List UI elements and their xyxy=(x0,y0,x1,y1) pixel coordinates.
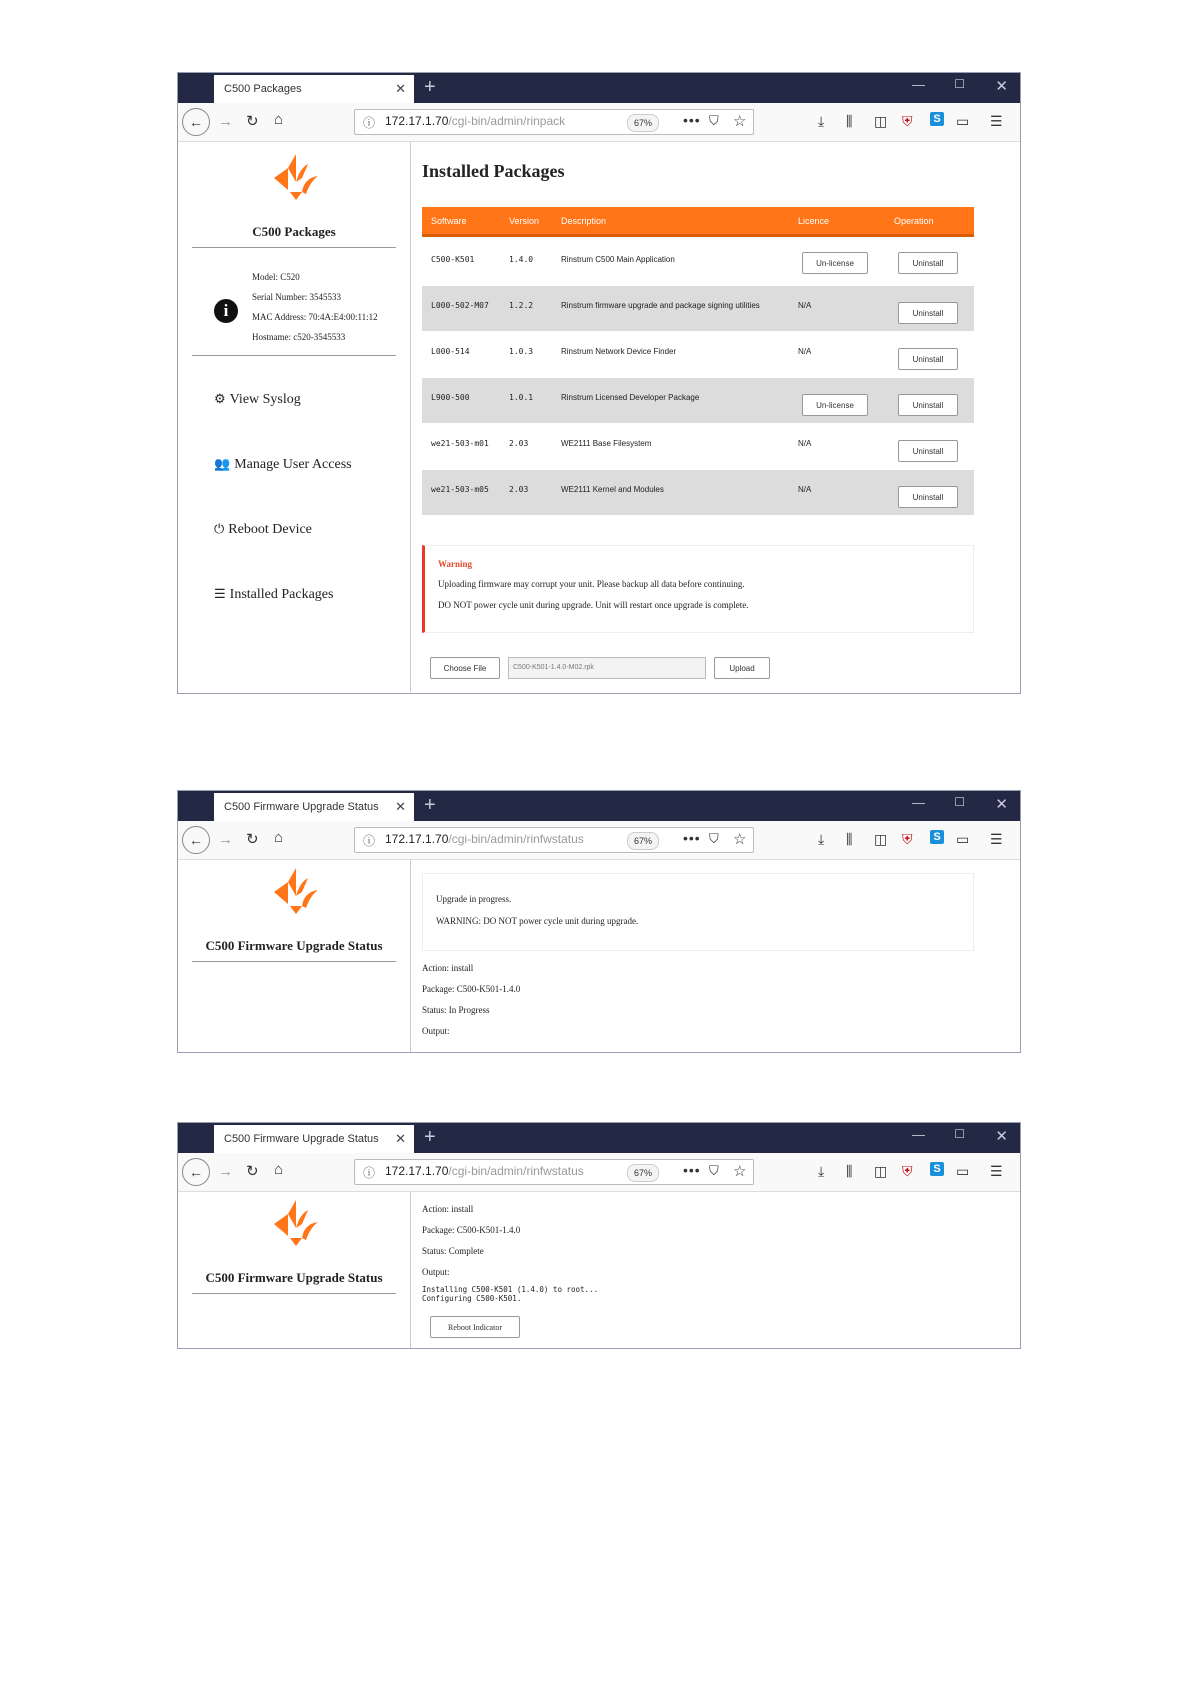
cell-version: 1.0.3 xyxy=(509,347,534,356)
cell-description: Rinstrum C500 Main Application xyxy=(561,255,675,264)
library-icon[interactable]: ⫼ xyxy=(846,1163,853,1179)
page-actions-icon[interactable]: ••• xyxy=(683,1162,701,1178)
nav-bar xyxy=(178,103,1020,142)
status-package: Package: C500-K501-1.4.0 xyxy=(422,1225,521,1235)
minimize-icon[interactable]: — xyxy=(912,1127,925,1142)
rinstrum-logo-icon xyxy=(266,148,326,208)
close-window-icon[interactable]: ✕ xyxy=(995,78,1008,95)
file-name-field[interactable]: C500-K501-1.4.0-M02.rpk xyxy=(508,657,706,679)
tab-title: C500 Firmware Upgrade Status xyxy=(224,801,379,813)
users-icon: 👥 xyxy=(214,456,231,471)
status-state: Status: Complete xyxy=(422,1246,484,1256)
home-icon[interactable]: ⌂ xyxy=(274,111,284,128)
url-path: /cgi-bin/admin/rinpack xyxy=(448,114,566,128)
header-version: Version xyxy=(509,216,540,226)
url-path: /cgi-bin/admin/rinfwstatus xyxy=(448,832,584,846)
menu-label: View Syslog xyxy=(229,392,301,407)
maximize-icon[interactable]: ☐ xyxy=(954,1127,965,1141)
cell-licence: N/A xyxy=(798,301,812,310)
column-divider xyxy=(410,860,411,1053)
header-licence: Licence xyxy=(798,216,830,226)
menu-label: Installed Packages xyxy=(229,587,334,602)
zoom-badge[interactable]: 67% xyxy=(627,832,659,850)
output-line-1: Installing C500-K501 (1.4.0) to root... xyxy=(422,1285,599,1294)
header-operation: Operation xyxy=(894,216,934,226)
reload-icon[interactable]: ↻ xyxy=(246,831,259,848)
nav-bar xyxy=(178,1153,1020,1192)
column-divider xyxy=(410,142,411,692)
output-line-2: Configuring C500-K501. xyxy=(422,1294,522,1303)
side-title: C500 Firmware Upgrade Status xyxy=(205,938,383,953)
tab-title: C500 Firmware Upgrade Status xyxy=(224,1133,379,1145)
page-title: Installed Packages xyxy=(422,161,565,181)
sidebar-icon[interactable]: ◫ xyxy=(874,113,888,129)
browser-tab[interactable] xyxy=(214,75,414,103)
maximize-icon[interactable]: ☐ xyxy=(954,795,965,809)
url-text[interactable] xyxy=(385,832,615,846)
cell-description: WE2111 Base Filesystem xyxy=(561,439,652,448)
forward-icon[interactable]: → xyxy=(218,1163,233,1180)
bookmark-star-icon[interactable]: ☆ xyxy=(733,831,747,848)
download-icon[interactable]: ⤓ xyxy=(818,113,825,129)
browser-window-upgrade-complete xyxy=(177,1122,1021,1349)
uninstall-button[interactable]: Uninstall xyxy=(898,252,958,274)
power-icon: ⏻ xyxy=(214,521,225,536)
notice-line-2: WARNING: DO NOT power cycle unit during upgrade. xyxy=(436,916,639,926)
tab-title: C500 Packages xyxy=(224,83,302,95)
title-bar xyxy=(178,791,1020,821)
status-action: Action: install xyxy=(422,963,474,973)
warning-line-2: DO NOT power cycle unit during upgrade. Unit will restart once upgrade is complete. xyxy=(438,600,749,610)
forward-icon[interactable]: → xyxy=(218,113,233,130)
uninstall-button[interactable]: Uninstall xyxy=(898,440,958,462)
url-text[interactable] xyxy=(385,114,615,128)
sidebar-icon[interactable]: ◫ xyxy=(874,1163,888,1179)
cell-software: C500-K501 xyxy=(431,255,475,264)
cell-licence: N/A xyxy=(798,347,812,356)
table-row xyxy=(422,424,974,469)
site-info-icon[interactable]: ⓘ xyxy=(363,834,376,848)
cell-software: we21-503-m01 xyxy=(431,439,489,448)
cell-version: 1.0.1 xyxy=(509,393,534,402)
notice-line-1: Upgrade in progress. xyxy=(436,894,512,904)
status-package: Package: C500-K501-1.4.0 xyxy=(422,984,521,994)
rinstrum-logo-icon xyxy=(266,862,326,922)
uninstall-button[interactable]: Uninstall xyxy=(898,302,958,324)
url-bar[interactable] xyxy=(354,1159,754,1185)
zoom-badge[interactable]: 67% xyxy=(627,1164,659,1182)
back-icon[interactable]: ← xyxy=(182,108,210,136)
browser-window-packages xyxy=(177,72,1021,694)
cell-description: Rinstrum Licensed Developer Package xyxy=(561,393,700,402)
pocket-icon[interactable]: ⛉ xyxy=(709,1163,719,1178)
tab-close-icon[interactable]: ✕ xyxy=(395,1131,406,1146)
new-tab-icon[interactable]: + xyxy=(424,794,436,816)
browser-tab[interactable] xyxy=(214,1125,414,1153)
menu-label: Manage User Access xyxy=(234,457,352,472)
menu-installed-packages[interactable] xyxy=(214,586,333,603)
page-actions-icon[interactable]: ••• xyxy=(683,830,701,846)
zoom-badge[interactable]: 67% xyxy=(627,114,659,132)
warning-line-1: Uploading firmware may corrupt your unit. Please backup all data before continuing. xyxy=(438,579,745,589)
unlicense-button[interactable]: Un-license xyxy=(802,394,868,416)
menu-reboot-device[interactable] xyxy=(214,521,312,538)
bookmark-star-icon[interactable]: ☆ xyxy=(733,113,747,130)
library-icon[interactable]: ⫼ xyxy=(846,113,853,129)
divider xyxy=(192,247,396,248)
download-icon[interactable]: ⤓ xyxy=(818,831,825,847)
cell-description: WE2111 Kernel and Modules xyxy=(561,485,664,494)
ublock-shield-icon[interactable]: ⛨ xyxy=(902,113,913,129)
cell-version: 2.03 xyxy=(509,439,529,448)
hamburger-menu-icon[interactable]: ☰ xyxy=(990,1163,1003,1179)
url-host: 172.17.1.70 xyxy=(385,832,449,846)
table-row xyxy=(422,378,974,423)
cell-version: 1.4.0 xyxy=(509,255,534,264)
status-output: Output: xyxy=(422,1267,450,1277)
info-icon: i xyxy=(214,299,238,323)
uninstall-button[interactable]: Uninstall xyxy=(898,486,958,508)
pocket-icon[interactable]: ⛉ xyxy=(709,831,719,846)
status-state: Status: In Progress xyxy=(422,1005,490,1015)
reload-icon[interactable]: ↻ xyxy=(246,113,259,130)
close-window-icon[interactable]: ✕ xyxy=(995,796,1008,813)
choose-file-button[interactable]: Choose File xyxy=(430,657,500,679)
table-row xyxy=(422,470,974,515)
back-icon[interactable]: ← xyxy=(182,1158,210,1186)
site-info-icon[interactable]: ⓘ xyxy=(363,1166,376,1180)
download-icon[interactable]: ⤓ xyxy=(818,1163,825,1179)
reload-icon[interactable]: ↻ xyxy=(246,1163,259,1180)
sidebar xyxy=(178,142,410,692)
extension-s-icon[interactable]: S xyxy=(930,1162,944,1176)
table-row xyxy=(422,332,974,377)
url-host: 172.17.1.70 xyxy=(385,114,449,128)
maximize-icon[interactable]: ☐ xyxy=(954,77,965,91)
divider xyxy=(192,1293,396,1294)
url-text[interactable] xyxy=(385,1164,615,1178)
cell-software: L000-502-M07 xyxy=(431,301,489,310)
ublock-shield-icon[interactable]: ⛨ xyxy=(902,831,913,847)
uninstall-button[interactable]: Uninstall xyxy=(898,348,958,370)
browser-window-upgrade-in-progress xyxy=(177,790,1021,1053)
close-window-icon[interactable]: ✕ xyxy=(995,1128,1008,1145)
device-serial: Serial Number: 3545533 xyxy=(252,292,341,302)
url-bar[interactable] xyxy=(354,109,754,135)
upload-button[interactable]: Upload xyxy=(714,657,770,679)
home-icon[interactable]: ⌂ xyxy=(274,829,284,846)
nav-bar xyxy=(178,821,1020,860)
home-icon[interactable]: ⌂ xyxy=(274,1161,284,1178)
hamburger-menu-icon[interactable]: ☰ xyxy=(990,113,1003,129)
unlicense-button[interactable]: Un-license xyxy=(802,252,868,274)
table-header xyxy=(422,207,974,237)
tab-close-icon[interactable]: ✕ xyxy=(395,81,406,96)
page-actions-icon[interactable]: ••• xyxy=(683,112,701,128)
ublock-shield-icon[interactable]: ⛨ xyxy=(902,1163,913,1179)
url-bar[interactable] xyxy=(354,827,754,853)
table-row xyxy=(422,240,974,285)
divider xyxy=(192,355,396,356)
reboot-indicator-button[interactable]: Reboot Indicator xyxy=(430,1316,520,1338)
notice-box xyxy=(422,873,974,951)
cell-licence: N/A xyxy=(798,439,812,448)
screen-icon[interactable]: ▭ xyxy=(956,113,970,129)
new-tab-icon[interactable]: + xyxy=(424,76,436,98)
header-description: Description xyxy=(561,216,607,226)
cell-version: 1.2.2 xyxy=(509,301,534,310)
gears-icon: ⚙ xyxy=(214,391,226,406)
menu-view-syslog[interactable] xyxy=(214,391,301,408)
warning-title: Warning xyxy=(438,559,473,569)
hamburger-menu-icon[interactable]: ☰ xyxy=(990,831,1003,847)
table-row xyxy=(422,286,974,331)
title-bar xyxy=(178,1123,1020,1153)
back-icon[interactable]: ← xyxy=(182,826,210,854)
menu-manage-user-access[interactable] xyxy=(214,456,352,473)
side-title: C500 Firmware Upgrade Status xyxy=(205,1270,383,1285)
column-divider xyxy=(410,1192,411,1349)
cell-licence: N/A xyxy=(798,485,812,494)
device-hostname: Hostname: c520-3545533 xyxy=(252,332,346,342)
sidebar xyxy=(178,1192,410,1349)
screen-icon[interactable]: ▭ xyxy=(956,831,970,847)
sidebar xyxy=(178,860,410,1053)
cell-version: 2.03 xyxy=(509,485,529,494)
library-icon[interactable]: ⫼ xyxy=(846,831,853,847)
forward-icon[interactable]: → xyxy=(218,831,233,848)
divider xyxy=(192,961,396,962)
minimize-icon[interactable]: — xyxy=(912,77,925,92)
warning-box xyxy=(422,545,974,633)
side-title: C500 Packages xyxy=(252,224,336,239)
extension-s-icon[interactable]: S xyxy=(930,830,944,844)
list-icon: ☰ xyxy=(214,586,226,601)
device-mac: MAC Address: 70:4A:E4:00:11:12 xyxy=(252,312,378,322)
title-bar xyxy=(178,73,1020,103)
rinstrum-logo-icon xyxy=(266,1194,326,1254)
tab-close-icon[interactable]: ✕ xyxy=(395,799,406,814)
sidebar-icon[interactable]: ◫ xyxy=(874,831,888,847)
new-tab-icon[interactable]: + xyxy=(424,1126,436,1148)
cell-software: L000-514 xyxy=(431,347,470,356)
cell-description: Rinstrum firmware upgrade and package signing utilities xyxy=(561,301,760,310)
cell-software: we21-503-m05 xyxy=(431,485,489,494)
screen-icon[interactable]: ▭ xyxy=(956,1163,970,1179)
uninstall-button[interactable]: Uninstall xyxy=(898,394,958,416)
extension-s-icon[interactable]: S xyxy=(930,112,944,126)
minimize-icon[interactable]: — xyxy=(912,795,925,810)
cell-description: Rinstrum Network Device Finder xyxy=(561,347,677,356)
site-info-icon[interactable]: ⓘ xyxy=(363,116,376,130)
status-output: Output: xyxy=(422,1026,450,1036)
bookmark-star-icon[interactable]: ☆ xyxy=(733,1163,747,1180)
pocket-icon[interactable]: ⛉ xyxy=(709,113,719,128)
menu-label: Reboot Device xyxy=(228,522,312,537)
header-software: Software xyxy=(431,216,467,226)
url-host: 172.17.1.70 xyxy=(385,1164,449,1178)
url-path: /cgi-bin/admin/rinfwstatus xyxy=(448,1164,584,1178)
browser-tab[interactable] xyxy=(214,793,414,821)
status-action: Action: install xyxy=(422,1204,474,1214)
cell-software: L900-500 xyxy=(431,393,470,402)
device-model: Model: C520 xyxy=(252,272,300,282)
